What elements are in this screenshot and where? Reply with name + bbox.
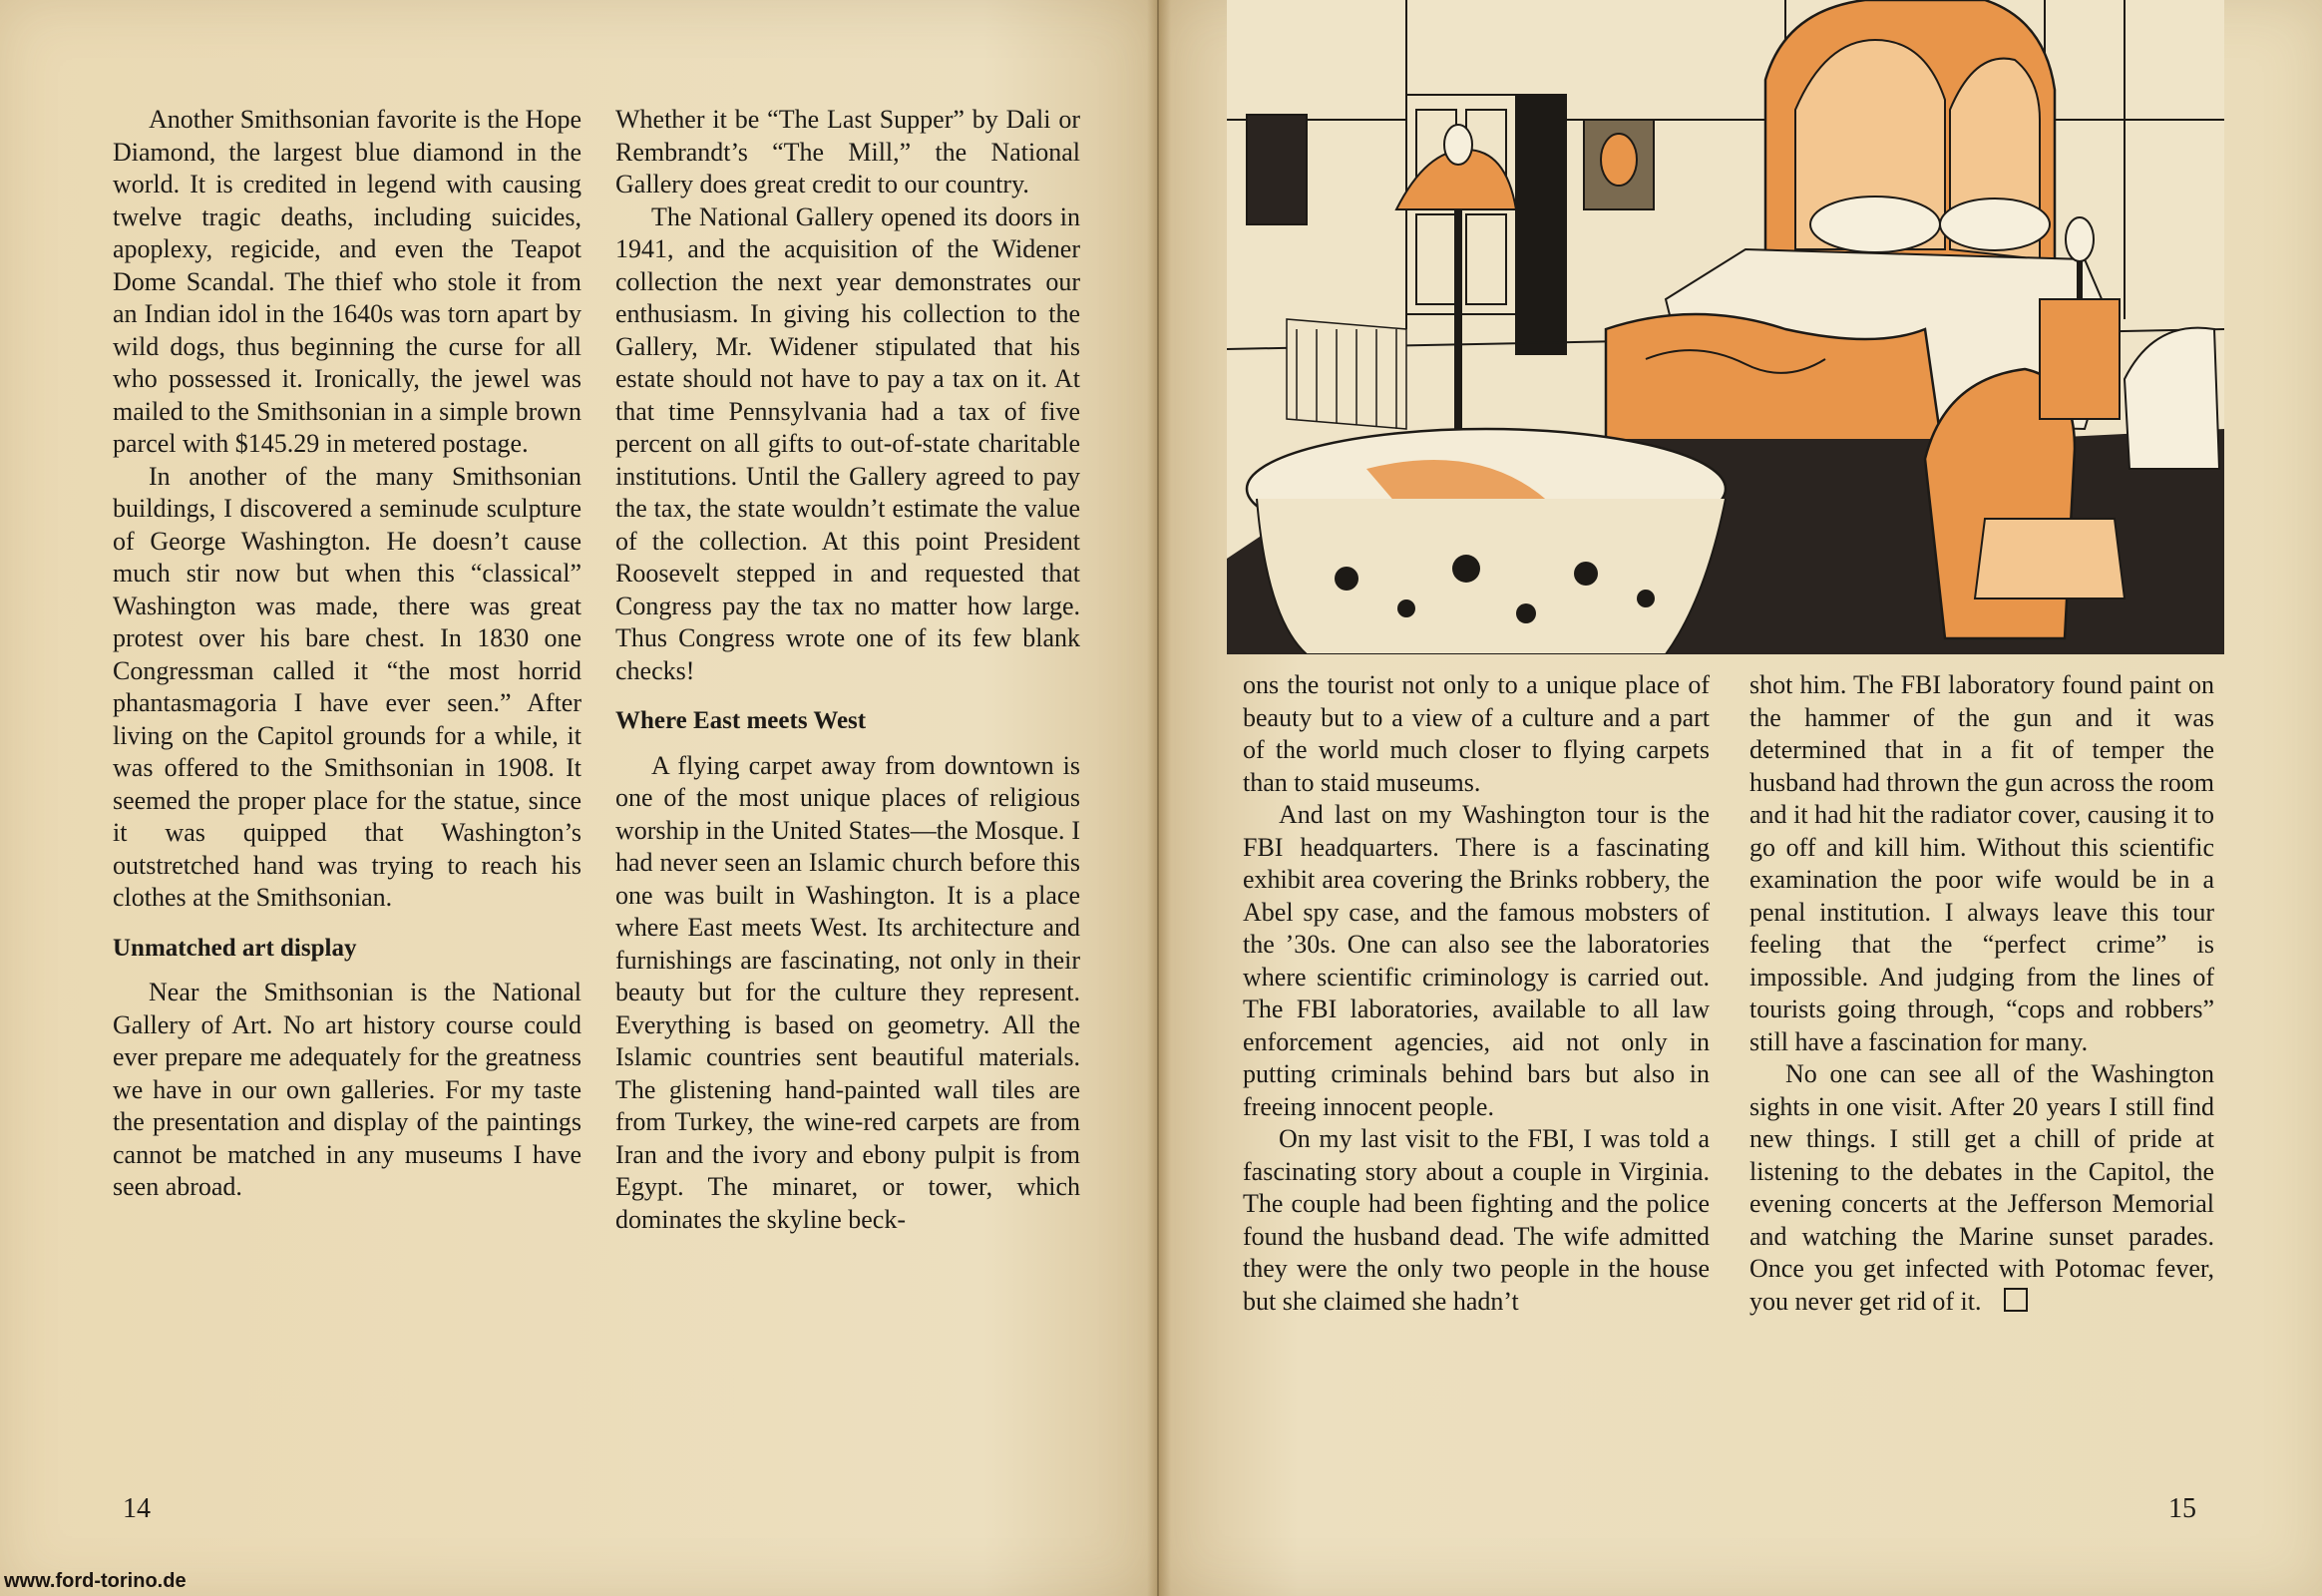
right-page-column-1: [1243, 669, 1710, 1318]
left-page-column-1: [113, 104, 581, 1204]
paragraph: Another Smithsonian favorite is the Hope Diamond, the largest blue diamond in the world. It is credited in legend with causing twelve tragic deaths, including suicides, apoplexy, regicide, and even the Teapot Dome Scandal. The thief who stole it from an Indian idol in the 1640s was torn apart by wild dogs, thus beginning the curse for all who possessed it. Ironically, the jewel was mailed to the Smithsonian in a simple brown parcel with $145.29 in metered postage.: [113, 105, 581, 458]
paragraph: Near the Smithsonian is the National Gallery of Art. No art history course could ever prepare me adequately for the greatness we have in our own galleries. For my taste the presentation and display of the paintings cannot be matched in any museums I have seen abroad.: [113, 978, 581, 1201]
left-page-column-2: [615, 104, 1080, 1236]
section-heading: Unmatched art display: [113, 934, 357, 962]
paragraph: Whether it be “The Last Supper” by Dali or Rembrandt’s “The Mill,” the National Gallery does great credit to our country.: [615, 105, 1080, 199]
paragraph: And last on my Washington tour is the FBI headquarters. There is a fascinating exhibit area covering the Brinks robbery, the Abel spy case, and the famous mobsters of the ’30s. One can also see the laboratories where scientific criminology is carried out. The FBI laboratories, available to all law enforcement agencies, aid not only in putting criminals behind bars but also in freeing innocent people.: [1243, 800, 1710, 1121]
paragraph: The National Gallery opened its doors in 1941, and the acquisition of the Widener collection the next year demonstrates our enthusiasm. In giving his collection to the Gallery, Mr. Widener stipulated that his estate should not have to pay a tax on it. At that time Pennsylvania had a tax of five percent on all gifts to out-of-state charitable institutions. Until the Gallery agreed to pay the tax, the state wouldn’t estimate the value of the collection. At this point President Roosevelt stepped in and requested that Congress pay the tax no matter how large. Thus Congress wrote one of its few blank checks!: [615, 201, 1080, 685]
page-number-right: 15: [2168, 1493, 2196, 1524]
right-page-column-2: [1749, 669, 2214, 1318]
paragraph: ons the tourist not only to a unique place of beauty but to a view of a culture and a part of the world much closer to flying carpets than to staid museums.: [1243, 670, 1710, 797]
bedroom-illustration: [1227, 0, 2224, 654]
final-paragraph-text: No one can see all of the Washington sights in one visit. After 20 years I still find new things. I still get a chill of pride at listening to the debates in the Capitol, the evening concerts at the Jefferson Memorial and watching the Marine sunset parades. Once you get infected with Potomac fever, you never get rid of it.: [1749, 1059, 2214, 1316]
paragraph: shot him. The FBI laboratory found paint on the hammer of the gun and it was determined that in a fit of temper the husband had thrown the gun across the room and it had hit the radiator cover, causing it to go off and kill him. Without this scientific examination the poor wife would be in a penal institution. I always leave this tour feeling that the “perfect crime” is impossible. And judging from the lines of tourists going through, “cops and robbers” still have a fascination for many.: [1749, 670, 2214, 1056]
end-of-article-box-icon: [2004, 1288, 2028, 1312]
paragraph: In another of the many Smithsonian buildings, I discovered a seminude sculpture of George Washington. He doesn’t cause much stir now but when this “classical” Washington was made, there was great protest over his bare chest. In 1830 one Congressman called it “the most horrid phantasmagoria I have ever seen.” After living on the Capitol grounds for a while, it was offered to the Smithsonian in 1908. It seemed the proper place for the statue, since it was quipped that Washington’s outstretched hand was trying to reach his clothes at the Smithsonian.: [113, 461, 581, 912]
book-gutter: [1147, 0, 1171, 1596]
section-heading: Where East meets West: [615, 707, 867, 734]
page-number-left: 14: [123, 1493, 151, 1524]
scan-watermark[interactable]: www.ford-torino.de: [4, 1570, 187, 1592]
paragraph: [1749, 1058, 2214, 1318]
paragraph: A flying carpet away from downtown is one of the most unique places of religious worship in the United States—the Mosque. I had never seen an Islamic church before this one was built in Washington. It is a place where East meets West. Its architecture and furnishings are fascinating, not only in their beauty but for the culture they represent. Everything is based on geometry. All the Islamic countries sent beautiful materials. The glistening hand-painted wall tiles are from Turkey, the wine-red carpets are from Iran and the ivory and ebony pulpit is from Egypt. The minaret, or tower, which dominates the skyline beck-: [615, 750, 1080, 1234]
paragraph: On my last visit to the FBI, I was told a fascinating story about a couple in Virginia. The couple had been fighting and the police found the husband dead. The wife admitted they were the only two people in the house but she claimed she hadn’t: [1243, 1124, 1710, 1316]
